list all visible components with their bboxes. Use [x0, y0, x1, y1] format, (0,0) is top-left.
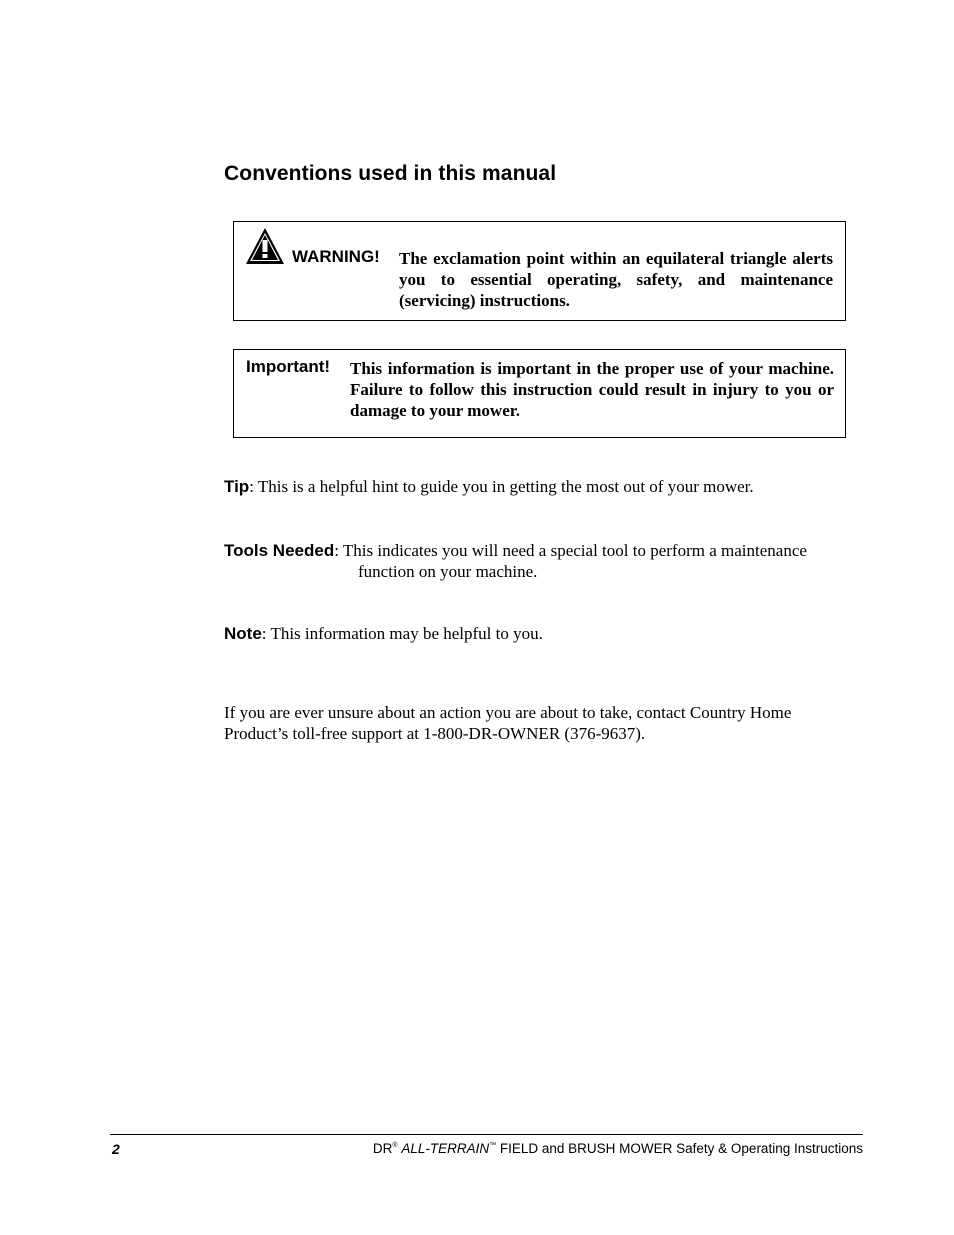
- important-text: This information is important in the proper use of your machine. Failure to follow this instruction could result in injury to you or damage to your mower.: [350, 359, 834, 420]
- footer-model: ALL-TERRAIN: [401, 1141, 490, 1156]
- note-text: : This information may be helpful to you.: [261, 624, 543, 643]
- registered-mark: ®: [392, 1142, 398, 1149]
- important-label: Important!: [246, 357, 331, 376]
- tip-text: : This is a helpful hint to guide you in getting the most out of your mower.: [249, 477, 754, 496]
- tools-needed-label: Tools Needed: [224, 541, 335, 560]
- tools-needed-text-continued: function on your machine.: [358, 562, 538, 581]
- footer-title-rest: FIELD and BRUSH MOWER Safety & Operating Instructions: [496, 1141, 863, 1156]
- footer-brand: DR: [372, 1141, 393, 1156]
- footer-title: [373, 1141, 863, 1156]
- tip-paragraph: [224, 476, 844, 497]
- tools-needed-text: : This indicates you will need a special tool to perform a maintenance: [334, 541, 807, 560]
- warning-label: WARNING!: [292, 247, 380, 266]
- contact-paragraph: If you are ever unsure about an action you are about to take, contact Country Home Product’s toll-free support at 1-800-DR-OWNER (376-9637).: [224, 703, 792, 743]
- warning-triangle-icon: [245, 227, 285, 265]
- warning-callout: [233, 221, 846, 321]
- important-callout: [233, 349, 846, 438]
- note-label: Note: [224, 624, 262, 643]
- footer-divider: [110, 1134, 863, 1135]
- tip-label: Tip: [224, 477, 250, 496]
- tools-needed-paragraph: [224, 540, 844, 582]
- trademark-mark: ™: [489, 1142, 497, 1149]
- note-paragraph: [224, 623, 844, 644]
- page-heading: Conventions used in this manual: [224, 162, 557, 185]
- page-number: 2: [112, 1141, 120, 1157]
- warning-text: The exclamation point within an equilateral triangle alerts you to essential operating, safety, and maintenance (servicing) instructions.: [399, 249, 833, 310]
